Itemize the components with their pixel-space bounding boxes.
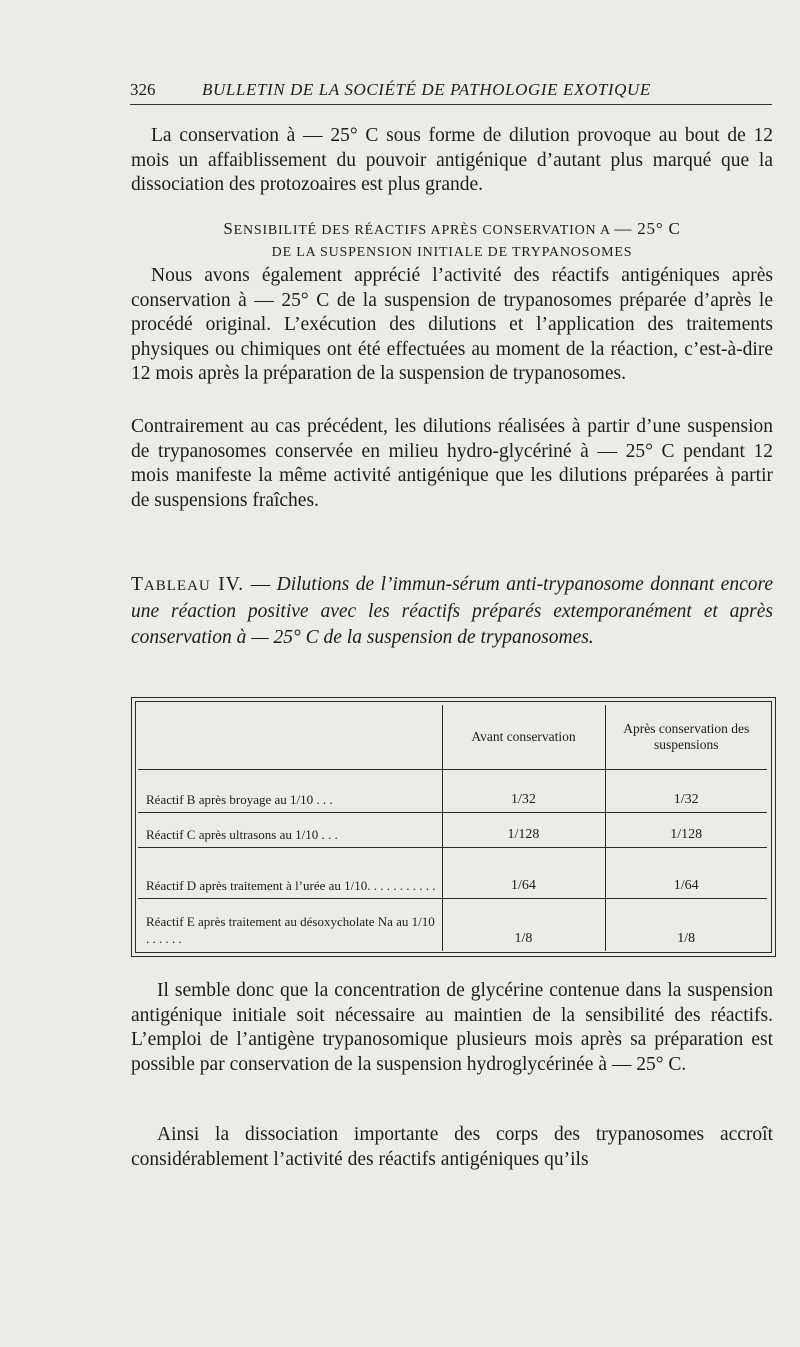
section-heading-line-1: SENSIBILITÉ DES RÉACTIFS APRÈS CONSERVATION A — 25° C (223, 219, 681, 238)
row-label: Réactif B après broyage au 1/10 . . . (138, 770, 442, 813)
cell-apres: 1/32 (605, 770, 767, 813)
row-label: Réactif D après traitement à l’urée au 1/10. . . . . . . . . . . (138, 848, 442, 899)
table-caption: TABLEAU IV. — Dilutions de l’immun-sérum anti-trypanosome donnant encore une réaction positive avec les réactifs préparés extemporanément et après conservation à — 25° C de la suspension de trypanosomes. (131, 574, 774, 648)
paragraph-4: Il semble donc que la concentration de glycérine contenue dans la suspension antigénique initiale soit nécessaire au maintien de la sensibilité des réactifs. L’emploi de l’antigène trypanosomique plusieurs mois après sa préparation est possible par conservation de la suspension hydroglycérinée à — 25° C. (131, 980, 773, 1075)
cell-avant: 1/128 (442, 813, 605, 848)
cell-avant: 1/32 (442, 770, 605, 813)
paragraph-5: Ainsi la dissociation importante des corps des trypanosomes accroît considérablement l’activité des réactifs antigéniques qu’ils (131, 1124, 773, 1170)
page-header (130, 80, 775, 106)
cell-apres: 1/64 (605, 848, 767, 899)
section-heading (131, 218, 773, 264)
page-number: 326 (130, 80, 156, 99)
table-row (138, 899, 767, 952)
results-table (138, 705, 767, 951)
table-caption-text: Dilutions de l’immun-sérum anti-trypanosome donnant encore une réaction positive avec les réactifs préparés extemporanément et après conservation à — 25° C de la suspension de trypanosomes. (131, 574, 774, 648)
paragraph-2: Nous avons également apprécié l’activité des réactifs antigéniques après conservation à — 25° C de la suspension de trypanosomes préparée d’après le procédé original. L’exécution des dilutions et l’application des traitements physiques ou chimiques ont été effectuées au moment de la réaction, c’est-à-dire 12 mois après la préparation de la suspension de trypanosomes. (131, 265, 773, 384)
table-row (138, 848, 767, 899)
paragraph-3: Contrairement au cas précédent, les dilutions réalisées à partir d’une suspension de trypanosomes conservée en milieu hydro-glycériné à — 25° C pendant 12 mois manifeste la même activité antigénique que les dilutions préparées à partir de suspensions fraîches. (131, 416, 773, 511)
table-row (138, 770, 767, 813)
paragraph-1: La conservation à — 25° C sous forme de dilution provoque au bout de 12 mois un affaiblissement du pouvoir antigénique d’autant plus marqué que la dissociation des protozoaires est plus grande. (131, 125, 773, 195)
header-rule (130, 104, 772, 105)
row-label: Réactif C après ultrasons au 1/10 . . . (138, 813, 442, 848)
row-label: Réactif E après traitement au désoxycholate Na au 1/10 . . . . . . (138, 899, 442, 952)
table-header-row (138, 705, 767, 770)
table-row (138, 813, 767, 848)
table-header-cell-empty (138, 705, 442, 770)
cell-avant: 1/8 (442, 899, 605, 952)
section-heading-line-2: DE LA SUSPENSION INITIALE DE TRYPANOSOMES (271, 245, 633, 260)
table-label: TABLEAU IV. (131, 574, 245, 595)
table-header-avant: Avant conservation (442, 705, 605, 770)
table-header-apres: Après conservation des suspensions (605, 705, 767, 770)
running-title: BULLETIN DE LA SOCIÉTÉ DE PATHOLOGIE EXOTIQUE (202, 80, 651, 99)
cell-apres: 1/128 (605, 813, 767, 848)
cell-avant: 1/64 (442, 848, 605, 899)
cell-apres: 1/8 (677, 931, 696, 946)
